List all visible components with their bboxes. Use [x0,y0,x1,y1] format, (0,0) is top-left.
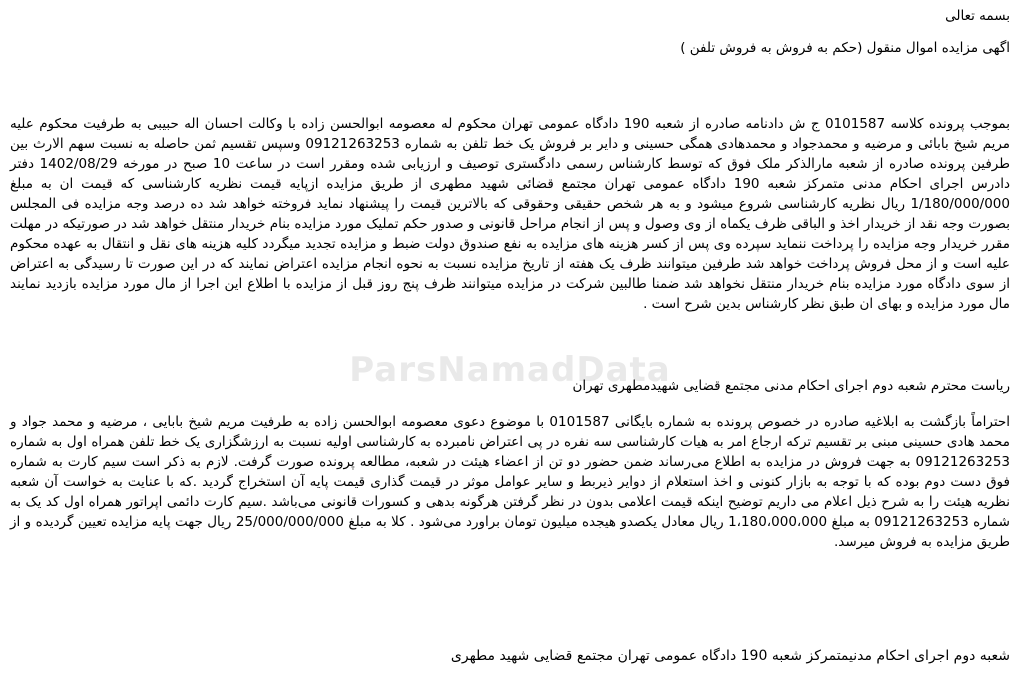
signature-footer: شعبه دوم اجرای احکام مدنیمتمرکز شعبه 190 دادگاه عمومی تهران مجتمع قضایی شهید مطهری [450,648,1010,664]
watermark: ParsNamadData [349,350,671,390]
basmala-heading: بسمه تعالی [945,8,1010,24]
auction-paragraph: بموجب پرونده کلاسه 0101587 ج ش دادنامه صادره از شعبه 190 دادگاه عمومی تهران محکوم له معصومه ابوالحسن زاده با وکالت احسان اله حبیبی به طرفیت محکوم علیه مریم شیخ بابائی و مرضیه و محمدجواد و محمدهادی همگی حسینی و دایر بر فروش یک خط تلفن به شماره 09121263253 وسپس تقسیم ثمن حاصله به نسبت سهم الارث بین طرفین پرونده صادره از شعبه مارالذکر ملک فوق که توسط کارشناس رسمی دادگستری توصیف و ارزیابی شده ومقرر است در ساعت 10 صبح در مورخه 1402/08/29 دفتر دادرس اجرای احکام مدنی متمرکز شعبه 190 دادگاه عمومی تهران مجتمع قضائی شهید مطهری از طریق مزایده ازپایه قیمت نظریه کارشناسی که قیمت ان به مبلغ 1/180/000/000 ریال نظریه کارشناسی شروع میشود و به هر شخص حقیقی وحقوقی که بالاترین قیمت را پیشنهاد نماید فروخته خواهد شد ده درصد وجه مزایده فی المجلس بصورت وجه نقد از خریدار اخذ و الباقی ظرف یکماه از وی وصول و پس از انجام مراحل قانونی و صدور حکم تملیک مورد مزایده بنام خریدار منتقل خواهد شد در صورتیکه در مهلت مقرر خریدار وجه مزایده را پرداخت ننماید سپرده وی پس از کسر هزینه های مزایده به نفع صندوق دولت ضبط و مزایده تجدید میگردد کلیه هزینه های نقل و انتقال به عهده محکوم علیه است و از محل فروش پرداخت خواهد شد طرفین میتوانند ظرف یک هفته از تاریخ مزایده نسبت به نحوه انجام مزایده اعتراض نمایند که در این صورت تا رسیدگی به اعتراض از سوی دادگاه مورد مزایده بنام خریدار منتقل نخواهد شد ضمنا طالبین شرکت در مزایده میتوانند ظرف پنج روز قبل از مزایده با اطلاع این اجرا از مال مورد مزایده بازدید نمایند مال مورد مزایده و بهای ان طبق نظر کارشناس بدین شرح است . [10,116,1011,312]
notice-title: اگهی مزایده اموال منقول (حکم به فروش به فروش تلفن ) [680,40,1010,56]
expert-report-paragraph: احتراماً بازگشت به ابلاغیه صادره در خصوص پرونده به شماره بایگانی 0101587 با موضوع دعوی معصومه ابوالحسن زاده به طرفیت مریم شیخ بابایی ، مرضیه و محمد جواد و محمد هادی حسینی مبنی بر تقسیم ترکه ارجاع امر به هیات کارشناسی سه نفره در پی اعتراض نامبرده به کارشناسی اولیه نسبت به ارزشگزاری یک خط تلفن همراه اول به شماره 09121263253 به جهت فروش در مزایده به اطلاع می‌رساند ضمن حضور دو تن از اعضاء هیئت در شعبه، مطالعه پرونده صورت گرفت. لازم به ذکر است سیم کارت به شماره فوق دست دوم بوده که با توجه به بازار کنونی و اخذ استعلام از دوایر ذیربط و سایر عوامل موثر در قیمت گذاری قیمت پایه آن استخراج گردید .که با عنایت به خواست آن شعبه نظریه هیئت را به شرح ذیل اعلام می داریم توضیح اینکه قیمت اعلامی بدون در نظر گرفتن هرگونه بدهی و کسورات قانونی می‌باشد .سیم کارت دائمی اپراتور همراه اول کد یک به شماره 09121263253 به مبلغ 1،180،000،000 ریال معادل یکصدو هیجده میلیون تومان براورد می‌شود . کلا به مبلغ 25/000/000/000 ریال جهت پایه مزایده تعیین گردیده و از طریق مزایده به فروش میرسد. [10,414,1011,550]
addressee-line: ریاست محترم شعبه دوم اجرای احکام مدنی مجتمع قضایی شهیدمطهری تهران [572,378,1010,394]
